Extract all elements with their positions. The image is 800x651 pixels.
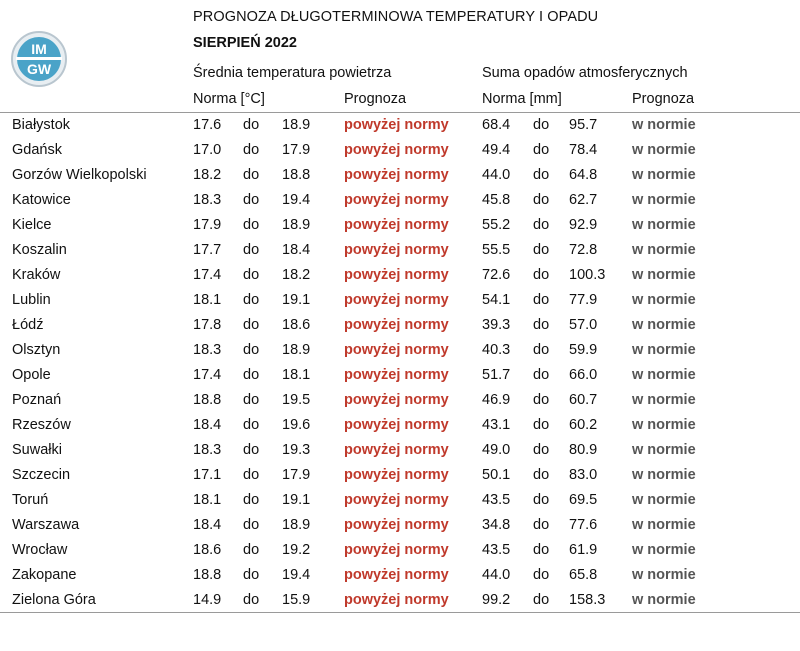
precip-forecast: w normie (632, 192, 696, 208)
temp-forecast: powyżej normy (344, 317, 449, 333)
precip-norm-min: 72.6 (482, 267, 511, 283)
temp-forecast: powyżej normy (344, 342, 449, 358)
temp-norm-separator: do (243, 192, 260, 208)
temp-forecast: powyżej normy (344, 242, 449, 258)
temp-norm-separator: do (243, 567, 260, 583)
temp-norm-min: 18.8 (193, 392, 222, 408)
temp-norm-max: 18.9 (282, 342, 311, 358)
temp-norm-separator: do (243, 242, 260, 258)
table-row (0, 313, 800, 338)
temp-norm-max: 18.2 (282, 267, 311, 283)
city-name: Opole (12, 367, 51, 383)
precip-norm-min: 68.4 (482, 117, 511, 133)
precip-norm-max: 80.9 (569, 442, 598, 458)
city-name: Gdańsk (12, 142, 62, 158)
temp-norm-min: 17.4 (193, 367, 222, 383)
city-name: Łódź (12, 317, 44, 333)
precip-norm-min: 49.0 (482, 442, 511, 458)
precip-norm-min: 43.5 (482, 492, 511, 508)
forecast-table (0, 113, 800, 613)
temp-norm-separator: do (243, 492, 260, 508)
city-name: Gorzów Wielkopolski (12, 167, 147, 183)
temp-norm-max: 19.6 (282, 417, 311, 433)
table-row (0, 588, 800, 613)
temp-norm-separator: do (243, 167, 260, 183)
precip-norm-min: 51.7 (482, 367, 511, 383)
temp-norm-max: 19.5 (282, 392, 311, 408)
page-subtitle: SIERPIEŃ 2022 (193, 35, 297, 51)
table-row (0, 513, 800, 538)
precip-norm-separator: do (533, 592, 550, 608)
table-row (0, 238, 800, 263)
city-name: Rzeszów (12, 417, 71, 433)
table-row (0, 363, 800, 388)
header-temp-forecast: Prognoza (344, 91, 407, 107)
precip-norm-max: 95.7 (569, 117, 598, 133)
temp-forecast: powyżej normy (344, 117, 449, 133)
table-row (0, 263, 800, 288)
precip-forecast: w normie (632, 542, 696, 558)
divider-bottom (0, 612, 800, 613)
city-name: Białystok (12, 117, 71, 133)
precip-forecast: w normie (632, 142, 696, 158)
precip-norm-min: 45.8 (482, 192, 511, 208)
page-title: PROGNOZA DŁUGOTERMINOWA TEMPERATURY I OPADU (193, 9, 599, 25)
table-row (0, 113, 800, 138)
temp-norm-min: 17.4 (193, 267, 222, 283)
precip-norm-min: 55.5 (482, 242, 511, 258)
temp-forecast: powyżej normy (344, 492, 449, 508)
temp-norm-min: 18.3 (193, 442, 222, 458)
precip-norm-separator: do (533, 342, 550, 358)
table-row (0, 488, 800, 513)
temp-norm-max: 17.9 (282, 467, 311, 483)
precip-forecast: w normie (632, 117, 696, 133)
temp-forecast: powyżej normy (344, 142, 449, 158)
city-name: Poznań (12, 392, 62, 408)
precip-forecast: w normie (632, 392, 696, 408)
precip-forecast: w normie (632, 417, 696, 433)
temp-norm-max: 19.3 (282, 442, 311, 458)
precip-norm-separator: do (533, 117, 550, 133)
precip-norm-separator: do (533, 217, 550, 233)
imgw-logo-icon (10, 30, 68, 88)
precip-forecast: w normie (632, 442, 696, 458)
precip-forecast: w normie (632, 592, 696, 608)
precip-norm-separator: do (533, 467, 550, 483)
temp-forecast: powyżej normy (344, 592, 449, 608)
precip-norm-min: 50.1 (482, 467, 511, 483)
temp-norm-max: 17.9 (282, 142, 311, 158)
temp-norm-max: 19.4 (282, 567, 311, 583)
city-name: Suwałki (12, 442, 62, 458)
temp-norm-max: 18.8 (282, 167, 311, 183)
precip-norm-separator: do (533, 367, 550, 383)
precip-norm-min: 34.8 (482, 517, 511, 533)
temp-norm-separator: do (243, 292, 260, 308)
precip-forecast: w normie (632, 567, 696, 583)
temp-norm-separator: do (243, 117, 260, 133)
table-row (0, 538, 800, 563)
city-name: Szczecin (12, 467, 71, 483)
precip-norm-min: 46.9 (482, 392, 511, 408)
precip-norm-min: 40.3 (482, 342, 511, 358)
temp-forecast: powyżej normy (344, 517, 449, 533)
precip-norm-separator: do (533, 242, 550, 258)
temp-norm-min: 18.3 (193, 342, 222, 358)
precip-norm-max: 59.9 (569, 342, 598, 358)
precip-norm-min: 49.4 (482, 142, 511, 158)
precip-norm-max: 77.9 (569, 292, 598, 308)
temp-norm-max: 18.1 (282, 367, 311, 383)
temp-norm-max: 18.9 (282, 117, 311, 133)
temp-norm-max: 19.1 (282, 292, 311, 308)
logo-text-bottom: GW (26, 61, 52, 77)
table-row (0, 413, 800, 438)
precip-norm-separator: do (533, 567, 550, 583)
temp-norm-separator: do (243, 317, 260, 333)
precip-norm-max: 100.3 (569, 267, 606, 283)
temp-norm-min: 18.3 (193, 192, 222, 208)
precip-norm-max: 69.5 (569, 492, 598, 508)
precip-forecast: w normie (632, 242, 696, 258)
precip-norm-min: 44.0 (482, 567, 511, 583)
table-row (0, 163, 800, 188)
temp-forecast: powyżej normy (344, 567, 449, 583)
temp-norm-separator: do (243, 142, 260, 158)
precip-forecast: w normie (632, 367, 696, 383)
temp-norm-max: 15.9 (282, 592, 311, 608)
temp-norm-separator: do (243, 592, 260, 608)
temp-norm-max: 18.6 (282, 317, 311, 333)
table-row (0, 563, 800, 588)
temp-norm-min: 17.6 (193, 117, 222, 133)
precip-norm-separator: do (533, 517, 550, 533)
precip-norm-min: 44.0 (482, 167, 511, 183)
table-row (0, 463, 800, 488)
precip-norm-max: 57.0 (569, 317, 598, 333)
precip-norm-separator: do (533, 442, 550, 458)
table-row (0, 138, 800, 163)
precip-norm-separator: do (533, 317, 550, 333)
table-row (0, 213, 800, 238)
precip-norm-max: 60.2 (569, 417, 598, 433)
table-row (0, 438, 800, 463)
city-name: Zakopane (12, 567, 77, 583)
precip-norm-min: 39.3 (482, 317, 511, 333)
precip-norm-max: 62.7 (569, 192, 598, 208)
precip-norm-separator: do (533, 167, 550, 183)
temp-norm-max: 18.9 (282, 517, 311, 533)
precip-norm-min: 99.2 (482, 592, 511, 608)
temp-norm-min: 17.1 (193, 467, 222, 483)
temp-norm-min: 18.6 (193, 542, 222, 558)
precip-norm-separator: do (533, 417, 550, 433)
temp-norm-max: 19.4 (282, 192, 311, 208)
precip-norm-separator: do (533, 267, 550, 283)
temp-norm-max: 19.1 (282, 492, 311, 508)
precip-norm-min: 43.5 (482, 542, 511, 558)
temp-norm-separator: do (243, 367, 260, 383)
temp-forecast: powyżej normy (344, 442, 449, 458)
city-name: Koszalin (12, 242, 67, 258)
precip-norm-separator: do (533, 142, 550, 158)
precip-forecast: w normie (632, 217, 696, 233)
table-row (0, 288, 800, 313)
city-name: Kielce (12, 217, 52, 233)
temp-forecast: powyżej normy (344, 417, 449, 433)
table-row (0, 188, 800, 213)
precip-norm-max: 65.8 (569, 567, 598, 583)
group-precipitation: Suma opadów atmosferycznych (482, 65, 688, 81)
precip-norm-max: 83.0 (569, 467, 598, 483)
temp-norm-max: 18.9 (282, 217, 311, 233)
precip-norm-separator: do (533, 292, 550, 308)
temp-forecast: powyżej normy (344, 542, 449, 558)
temp-norm-separator: do (243, 392, 260, 408)
city-name: Toruń (12, 492, 49, 508)
temp-norm-separator: do (243, 217, 260, 233)
city-name: Kraków (12, 267, 61, 283)
temp-forecast: powyżej normy (344, 217, 449, 233)
temp-norm-separator: do (243, 542, 260, 558)
temp-norm-min: 18.1 (193, 492, 222, 508)
header-precip-norm: Norma [mm] (482, 91, 562, 107)
precip-forecast: w normie (632, 317, 696, 333)
precip-forecast: w normie (632, 467, 696, 483)
temp-norm-min: 14.9 (193, 592, 222, 608)
table-row (0, 338, 800, 363)
precip-norm-separator: do (533, 542, 550, 558)
precip-norm-separator: do (533, 492, 550, 508)
precip-norm-separator: do (533, 192, 550, 208)
temp-norm-min: 18.2 (193, 167, 222, 183)
precip-norm-max: 61.9 (569, 542, 598, 558)
header-temp-norm: Norma [°C] (193, 91, 265, 107)
temp-norm-min: 18.8 (193, 567, 222, 583)
temp-norm-min: 18.4 (193, 417, 222, 433)
temp-forecast: powyżej normy (344, 267, 449, 283)
precip-forecast: w normie (632, 267, 696, 283)
city-name: Olsztyn (12, 342, 61, 358)
temp-norm-separator: do (243, 517, 260, 533)
precip-forecast: w normie (632, 492, 696, 508)
city-name: Lublin (12, 292, 51, 308)
header-precip-forecast: Prognoza (632, 91, 695, 107)
precip-norm-max: 64.8 (569, 167, 598, 183)
temp-norm-max: 19.2 (282, 542, 311, 558)
precip-norm-max: 78.4 (569, 142, 598, 158)
temp-forecast: powyżej normy (344, 292, 449, 308)
precip-norm-min: 43.1 (482, 417, 511, 433)
temp-norm-min: 18.4 (193, 517, 222, 533)
temp-norm-separator: do (243, 442, 260, 458)
precip-forecast: w normie (632, 167, 696, 183)
precip-norm-min: 55.2 (482, 217, 511, 233)
precip-forecast: w normie (632, 292, 696, 308)
logo-text-top: IM (31, 41, 47, 57)
precip-norm-separator: do (533, 392, 550, 408)
temp-forecast: powyżej normy (344, 467, 449, 483)
temp-norm-min: 17.7 (193, 242, 222, 258)
city-name: Katowice (12, 192, 71, 208)
precip-norm-max: 158.3 (569, 592, 606, 608)
precip-norm-max: 72.8 (569, 242, 598, 258)
precip-norm-min: 54.1 (482, 292, 511, 308)
group-temperature: Średnia temperatura powietrza (193, 65, 392, 81)
temp-norm-separator: do (243, 417, 260, 433)
precip-norm-max: 66.0 (569, 367, 598, 383)
city-name: Wrocław (12, 542, 68, 558)
temp-forecast: powyżej normy (344, 192, 449, 208)
temp-norm-min: 17.0 (193, 142, 222, 158)
temp-norm-separator: do (243, 267, 260, 283)
temp-norm-min: 17.9 (193, 217, 222, 233)
precip-norm-max: 77.6 (569, 517, 598, 533)
temp-forecast: powyżej normy (344, 167, 449, 183)
city-name: Zielona Góra (12, 592, 96, 608)
temp-norm-min: 17.8 (193, 317, 222, 333)
temp-norm-separator: do (243, 342, 260, 358)
temp-norm-min: 18.1 (193, 292, 222, 308)
temp-norm-max: 18.4 (282, 242, 311, 258)
city-name: Warszawa (12, 517, 80, 533)
temp-forecast: powyżej normy (344, 392, 449, 408)
precip-forecast: w normie (632, 342, 696, 358)
precip-forecast: w normie (632, 517, 696, 533)
temp-forecast: powyżej normy (344, 367, 449, 383)
table-row (0, 388, 800, 413)
precip-norm-max: 60.7 (569, 392, 598, 408)
temp-norm-separator: do (243, 467, 260, 483)
precip-norm-max: 92.9 (569, 217, 598, 233)
